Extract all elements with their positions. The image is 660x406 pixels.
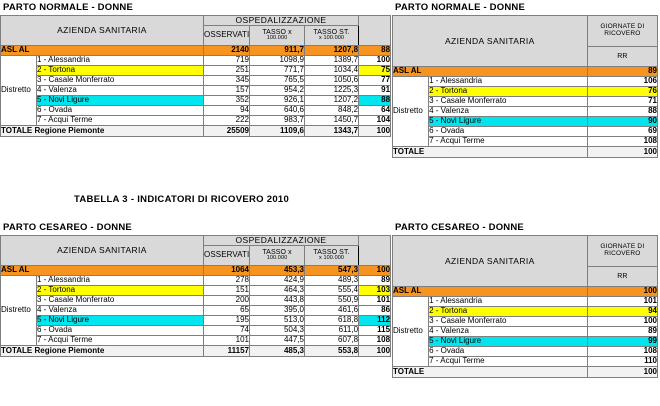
row-label: 3 - Casale Monferrato: [37, 75, 204, 85]
cell-rr: 90: [587, 117, 657, 127]
cell-rr: 104: [359, 115, 391, 125]
cell-rr: 71: [587, 97, 657, 107]
subheader-osservati: OSSERVATI: [204, 25, 250, 45]
cell-tasso: 447,5: [250, 335, 305, 345]
cell-osservati: 151: [204, 285, 250, 295]
cell-tasso: 504,3: [250, 325, 305, 335]
row-label: 6 - Ovada: [429, 347, 588, 357]
row-label: 6 - Ovada: [429, 127, 588, 137]
table-row: [393, 87, 658, 97]
table-row: [1, 315, 391, 325]
table-row: [393, 327, 658, 337]
table-row: [1, 55, 391, 65]
cell-rr: 88: [587, 107, 657, 117]
subheader-tasso-st: [305, 25, 359, 45]
cell-rr: 115: [359, 325, 391, 335]
cell-tasso: 424,9: [250, 275, 305, 285]
cell-rr: 100: [587, 147, 657, 158]
cell-tasso-st: 848,2: [305, 105, 359, 115]
row-label-asl: ASL AL: [393, 287, 588, 297]
table-row: [1, 335, 391, 345]
table-row: [393, 357, 658, 367]
cell-rr: 94: [587, 307, 657, 317]
table-row: [1, 295, 391, 305]
cell-tasso-st: 1450,7: [305, 115, 359, 125]
cell-tasso-st: 489,3: [305, 275, 359, 285]
table-row-asl: [1, 265, 391, 275]
table-top-left: [0, 15, 391, 137]
cell-osservati: 222: [204, 115, 250, 125]
header-azienda: AZIENDA SANITARIA: [393, 16, 588, 67]
table-bottom-left-body: [1, 236, 391, 357]
cell-rr: 110: [587, 357, 657, 367]
cell-rr: 100: [359, 125, 391, 136]
table-row: [393, 117, 658, 127]
row-label: 6 - Ovada: [37, 105, 204, 115]
table-row: [393, 107, 658, 117]
row-label-distretto: Distretto: [1, 275, 37, 345]
subheader-osservati: OSSERVATI: [204, 245, 250, 265]
table-row: [393, 97, 658, 107]
row-label: 4 - Valenza: [37, 305, 204, 315]
row-label: 1 - Alessandria: [37, 275, 204, 285]
row-label: 3 - Casale Monferrato: [429, 317, 588, 327]
cell-rr: 100: [359, 345, 391, 356]
table-row: [393, 317, 658, 327]
cell-rr: 86: [359, 305, 391, 315]
cell-osservati: 345: [204, 75, 250, 85]
header-rr-spacer: [359, 16, 391, 46]
row-label-total: TOTALE: [393, 367, 588, 378]
table-row: [1, 275, 391, 285]
subheader-rr: RR: [587, 47, 657, 67]
cell-tasso: 453,3: [250, 265, 305, 275]
subheader-tasso-st-line1: TASSO ST.: [313, 248, 350, 256]
row-label: 5 - Novi Ligure: [37, 315, 204, 325]
subheader-tasso-st-line1: TASSO ST.: [313, 28, 350, 36]
header-azienda: AZIENDA SANITARIA: [1, 236, 204, 266]
table-row-asl: [1, 45, 391, 55]
cell-tasso-st: 611,0: [305, 325, 359, 335]
cell-rr: 88: [359, 45, 391, 55]
cell-rr: 69: [587, 127, 657, 137]
row-label: 7 - Acqui Terme: [37, 115, 204, 125]
cell-rr: 75: [359, 65, 391, 75]
cell-tasso: 911,7: [250, 45, 305, 55]
row-label: 3 - Casale Monferrato: [37, 295, 204, 305]
row-label: 5 - Novi Ligure: [429, 337, 588, 347]
table-row-total: [393, 147, 658, 158]
table-row: [1, 85, 391, 95]
subheader-tasso: [250, 25, 305, 45]
header-row-1: [1, 16, 391, 26]
caption-top-left: PARTO NORMALE - DONNE: [3, 2, 133, 13]
cell-osservati: 74: [204, 325, 250, 335]
subheader-tasso-line2: 100.000: [266, 35, 288, 42]
subheader-tasso-st-line2: x 100.000: [318, 35, 345, 42]
cell-tasso-st: 550,9: [305, 295, 359, 305]
cell-tasso-st: 1343,7: [305, 125, 359, 136]
header-giornate-ricovero: GIORNATE DI RICOVERO: [587, 16, 657, 47]
cell-osservati: 200: [204, 295, 250, 305]
cell-rr: 100: [359, 265, 391, 275]
row-label: 6 - Ovada: [37, 325, 204, 335]
row-label-asl: ASL AL: [393, 67, 588, 77]
row-label: 7 - Acqui Terme: [429, 137, 588, 147]
cell-tasso-st: 1034,4: [305, 65, 359, 75]
cell-osservati: 25509: [204, 125, 250, 136]
cell-rr: 101: [359, 295, 391, 305]
table-row-asl: [393, 67, 658, 77]
cell-rr: 108: [359, 335, 391, 345]
cell-osservati: 195: [204, 315, 250, 325]
cell-osservati: 2140: [204, 45, 250, 55]
row-label-asl: ASL AL: [1, 265, 204, 275]
cell-tasso-st: 1389,7: [305, 55, 359, 65]
table-top-left-body: [1, 16, 391, 137]
table-row-total: [1, 125, 391, 136]
row-label: 2 - Tortona: [37, 285, 204, 295]
table-row: [393, 347, 658, 357]
subheader-tasso-line2: 100.000: [266, 255, 288, 262]
cell-rr: 89: [587, 327, 657, 337]
table-row: [393, 77, 658, 87]
cell-rr: 100: [359, 55, 391, 65]
table-row: [393, 127, 658, 137]
cell-osservati: 278: [204, 275, 250, 285]
table-block-top-left: [0, 2, 391, 137]
table-top-right: [392, 15, 658, 158]
cell-tasso-st: 1050,6: [305, 75, 359, 85]
cell-tasso: 485,3: [250, 345, 305, 356]
cell-osservati: 65: [204, 305, 250, 315]
cell-tasso: 1109,6: [250, 125, 305, 136]
row-label: 4 - Valenza: [429, 107, 588, 117]
table-row-total: [1, 345, 391, 356]
table-row: [1, 305, 391, 315]
row-label-total: TOTALE Regione Piemonte: [1, 125, 204, 136]
subheader-rr: RR: [587, 267, 657, 287]
row-label-distretto: Distretto: [1, 55, 37, 125]
row-label: 5 - Novi Ligure: [429, 117, 588, 127]
cell-rr: 100: [587, 317, 657, 327]
row-label: 2 - Tortona: [429, 87, 588, 97]
cell-rr: 103: [359, 285, 391, 295]
caption-top-right: PARTO NORMALE - DONNE: [395, 2, 525, 13]
table-row: [1, 105, 391, 115]
table-block-top-right: [392, 2, 658, 158]
header-rr-spacer: [359, 236, 391, 266]
row-label-distretto: Distretto: [393, 77, 429, 147]
table-row: [393, 297, 658, 307]
cell-rr: 76: [587, 87, 657, 97]
table-bottom-right-body: [393, 236, 658, 378]
table-3-title: TABELLA 3 - INDICATORI DI RICOVERO 2010: [74, 194, 290, 205]
header-row-1: [1, 236, 391, 246]
subheader-tasso-line1: TASSO x: [262, 248, 292, 256]
cell-tasso: 513,0: [250, 315, 305, 325]
row-label: 7 - Acqui Terme: [37, 335, 204, 345]
cell-tasso: 771,7: [250, 65, 305, 75]
row-label: 1 - Alessandria: [37, 55, 204, 65]
subheader-tasso-st: [305, 245, 359, 265]
cell-tasso: 1098,9: [250, 55, 305, 65]
header-row-1: [393, 236, 658, 267]
table-row: [1, 95, 391, 105]
header-azienda: AZIENDA SANITARIA: [1, 16, 204, 46]
cell-rr: 106: [587, 77, 657, 87]
cell-tasso-st: 1207,8: [305, 45, 359, 55]
table-row-total: [393, 367, 658, 378]
table-row: [393, 307, 658, 317]
cell-rr: 100: [587, 287, 657, 297]
cell-osservati: 94: [204, 105, 250, 115]
row-label: 3 - Casale Monferrato: [429, 97, 588, 107]
table-bottom-right: [392, 235, 658, 378]
subheader-tasso-line1: TASSO x: [262, 28, 292, 36]
cell-osservati: 101: [204, 335, 250, 345]
row-label: 1 - Alessandria: [429, 77, 588, 87]
header-giornate-ricovero: GIORNATE DI RICOVERO: [587, 236, 657, 267]
cell-tasso-st: 555,4: [305, 285, 359, 295]
row-label: 5 - Novi Ligure: [37, 95, 204, 105]
header-azienda: AZIENDA SANITARIA: [393, 236, 588, 287]
cell-tasso: 640,6: [250, 105, 305, 115]
cell-rr: 91: [359, 85, 391, 95]
cell-tasso-st: 618,8: [305, 315, 359, 325]
caption-bottom-right: PARTO CESAREO - DONNE: [395, 222, 524, 233]
cell-rr: 99: [587, 337, 657, 347]
table-row: [1, 75, 391, 85]
cell-rr: 101: [587, 297, 657, 307]
table-row: [1, 65, 391, 75]
cell-tasso-st: 1225,3: [305, 85, 359, 95]
cell-tasso: 464,3: [250, 285, 305, 295]
caption-bottom-left: PARTO CESAREO - DONNE: [3, 222, 132, 233]
cell-rr: 108: [587, 347, 657, 357]
row-label: 2 - Tortona: [37, 65, 204, 75]
cell-rr: 108: [587, 137, 657, 147]
table-bottom-left: [0, 235, 391, 357]
cell-rr: 112: [359, 315, 391, 325]
row-label-asl: ASL AL: [1, 45, 204, 55]
cell-osservati: 157: [204, 85, 250, 95]
cell-tasso-st: 607,8: [305, 335, 359, 345]
row-label: 1 - Alessandria: [429, 297, 588, 307]
cell-rr: 77: [359, 75, 391, 85]
table-row: [393, 137, 658, 147]
cell-tasso: 395,0: [250, 305, 305, 315]
cell-osservati: 251: [204, 65, 250, 75]
cell-osservati: 719: [204, 55, 250, 65]
row-label: 7 - Acqui Terme: [429, 357, 588, 367]
subheader-tasso-st-line2: x 100.000: [318, 255, 345, 262]
table-block-bottom-left: [0, 222, 391, 357]
subheader-tasso: [250, 245, 305, 265]
cell-rr: 64: [359, 105, 391, 115]
cell-rr: 89: [587, 67, 657, 77]
cell-tasso: 983,7: [250, 115, 305, 125]
cell-tasso: 443,8: [250, 295, 305, 305]
cell-tasso-st: 1207,2: [305, 95, 359, 105]
cell-rr: 89: [359, 275, 391, 285]
table-block-bottom-right: [392, 222, 658, 378]
cell-osservati: 11157: [204, 345, 250, 356]
row-label: 2 - Tortona: [429, 307, 588, 317]
table-row-asl: [393, 287, 658, 297]
cell-rr: 100: [587, 367, 657, 378]
cell-tasso: 765,5: [250, 75, 305, 85]
cell-tasso-st: 553,8: [305, 345, 359, 356]
cell-tasso-st: 461,6: [305, 305, 359, 315]
header-ospedalizzazione: OSPEDALIZZAZIONE: [204, 16, 359, 26]
table-row: [393, 337, 658, 347]
row-label-total: TOTALE: [393, 147, 588, 158]
cell-osservati: 1064: [204, 265, 250, 275]
cell-tasso: 954,2: [250, 85, 305, 95]
row-label-distretto: Distretto: [393, 297, 429, 367]
header-ospedalizzazione: OSPEDALIZZAZIONE: [204, 236, 359, 246]
table-row: [1, 285, 391, 295]
header-row-1: [393, 16, 658, 47]
row-label-total: TOTALE Regione Piemonte: [1, 345, 204, 356]
row-label: 4 - Valenza: [429, 327, 588, 337]
table-row: [1, 115, 391, 125]
table-row: [1, 325, 391, 335]
cell-tasso: 926,1: [250, 95, 305, 105]
cell-tasso-st: 547,3: [305, 265, 359, 275]
cell-rr: 88: [359, 95, 391, 105]
row-label: 4 - Valenza: [37, 85, 204, 95]
cell-osservati: 352: [204, 95, 250, 105]
table-top-right-body: [393, 16, 658, 158]
